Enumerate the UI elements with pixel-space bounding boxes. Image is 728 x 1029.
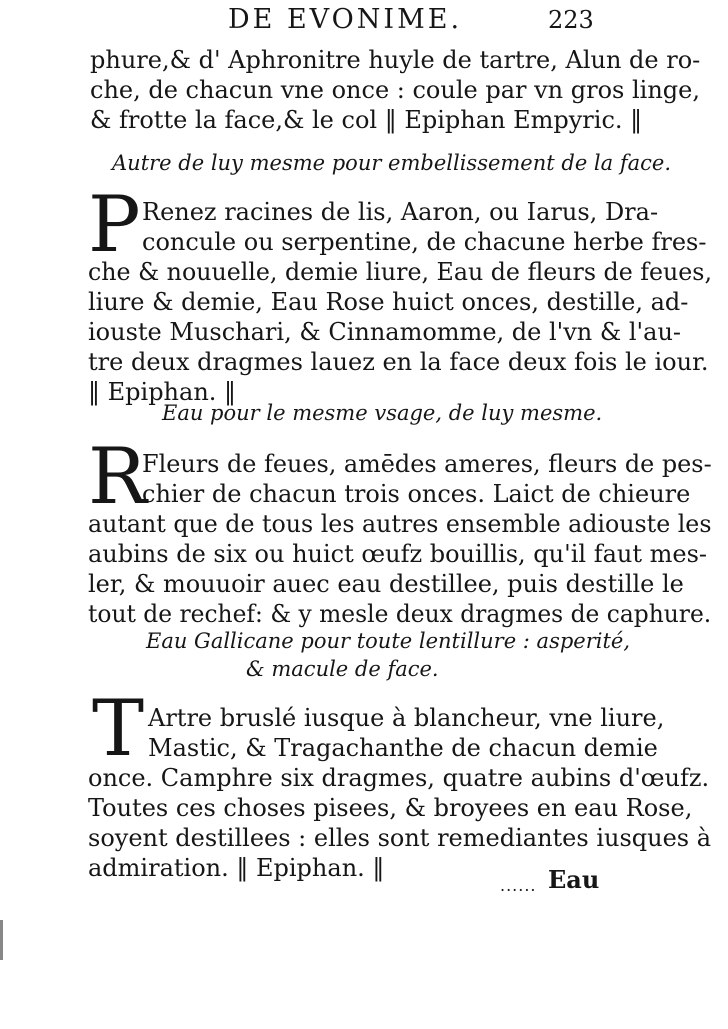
intro-line: & frotte la face,& le col ‖ Epiphan Empyric. ‖ <box>90 106 643 134</box>
recipe-line: once. Camphre six dragmes, quatre aubins d'œufz. <box>88 764 710 792</box>
recipe-heading: Autre de luy mesme pour embellissement de la face. <box>112 151 671 175</box>
catchword: Eau <box>548 865 600 894</box>
recipe-line: che & nouuelle, demie liure, Eau de fleurs de feues, <box>88 258 712 286</box>
recipe-line: soyent destillees : elles sont remediantes iusques à <box>88 824 712 852</box>
recipe-line: Mastic, & Tragachanthe de chacun demie <box>148 734 658 762</box>
recipe-line: autant que de tous les autres ensemble adiouste les <box>88 510 712 538</box>
running-title: DE EVONIME. <box>228 4 463 35</box>
drop-cap: P <box>88 180 141 270</box>
intro-line: phure,& d' Aphronitre huyle de tartre, Alun de ro- <box>90 46 701 74</box>
recipe-line: chier de chacun trois onces. Laict de chieure <box>142 480 691 508</box>
drop-cap: R <box>88 432 147 522</box>
recipe-heading: Eau Gallicane pour toute lentillure : asperité, <box>146 629 631 653</box>
page-edge-mark <box>0 920 3 960</box>
recipe-line: concule ou serpentine, de chacune herbe fres- <box>142 228 707 256</box>
recipe-line: Fleurs de feues, amēdes ameres, fleurs de pes- <box>142 450 712 478</box>
recipe-line: admiration. ‖ Epiphan. ‖ <box>88 854 385 882</box>
recipe-heading: Eau pour le mesme vsage, de luy mesme. <box>162 401 603 425</box>
recipe-line: tre deux dragmes lauez en la face deux fois le iour. <box>88 348 709 376</box>
recipe-line: aubins de six ou huict œufz bouillis, qu'il faut mes- <box>88 540 707 568</box>
intro-line: che, de chacun vne once : coule par vn gros linge, <box>90 76 700 104</box>
page-number: 223 <box>548 6 594 34</box>
recipe-line: Toutes ces choses pisees, & broyees en eau Rose, <box>88 794 693 822</box>
recipe-line: iouste Muschari, & Cinnamomme, de l'vn & l'au- <box>88 318 682 346</box>
catchword-dots: ...... <box>500 876 537 895</box>
recipe-line: ‖ Epiphan. ‖ <box>88 378 237 406</box>
drop-cap: T <box>92 684 145 774</box>
recipe-line: ler, & mouuoir auec eau destillee, puis destille le <box>88 570 684 598</box>
recipe-line: liure & demie, Eau Rose huict onces, destille, ad- <box>88 288 689 316</box>
recipe-line: Renez racines de lis, Aaron, ou Iarus, Dra- <box>142 198 659 226</box>
recipe-line: tout de rechef: & y mesle deux dragmes de caphure. <box>88 600 712 628</box>
recipe-heading: & macule de face. <box>246 657 439 681</box>
recipe-line: Artre bruslé iusque à blancheur, vne liure, <box>148 704 665 732</box>
